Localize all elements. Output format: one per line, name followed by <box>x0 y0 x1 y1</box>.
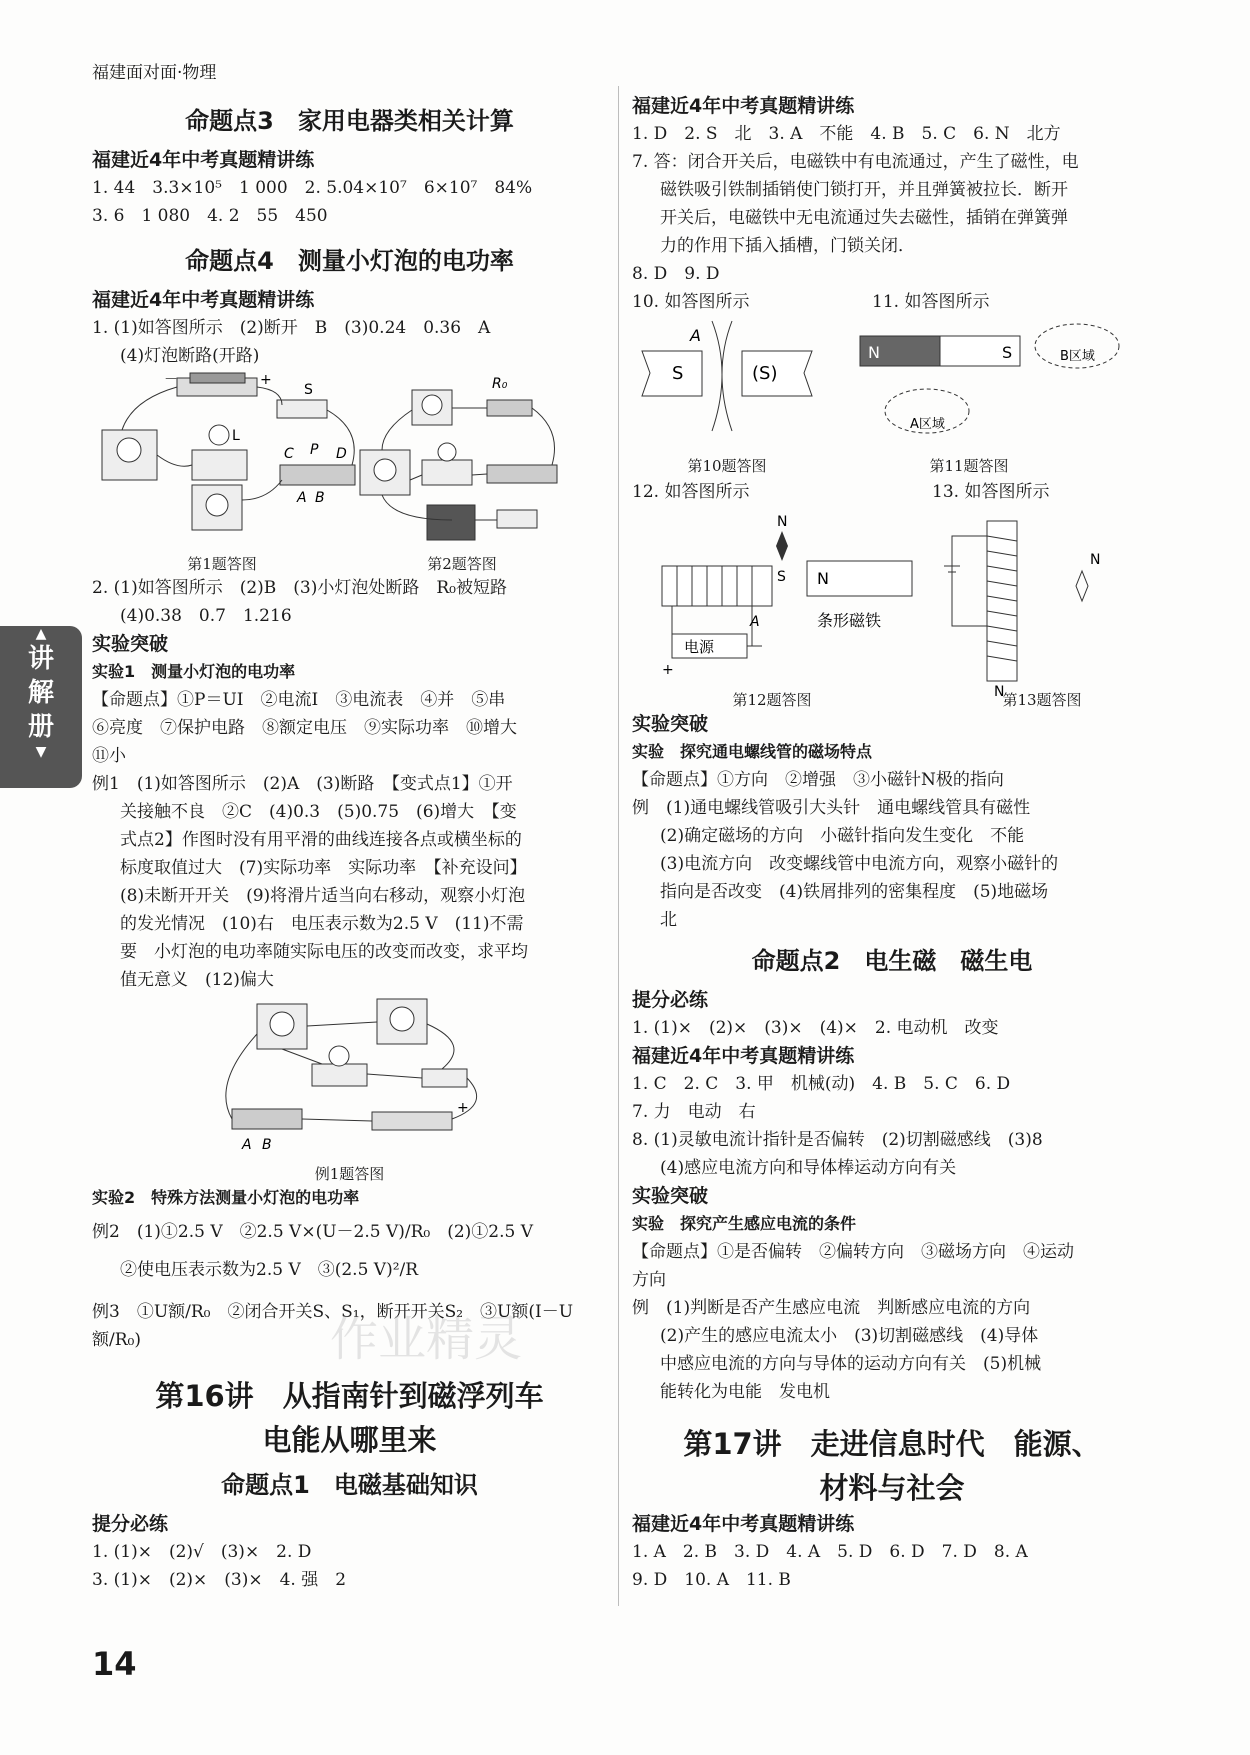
fig11-Bzone: B区域 <box>1060 349 1095 364</box>
tab-char-2: 解 <box>27 678 54 708</box>
ex3-line1: 例3 ①U额/R₀ ②闭合开关S、S₁，断开开关S₂ ③U额(I－U额/R₀) <box>92 1302 574 1350</box>
t2-section2: 福建近4年中考真题精讲练 <box>632 1045 855 1067</box>
r-line4: 开关后，电磁铁中无电流通过失去磁性，插销在弹簧弹 <box>660 208 1068 228</box>
ex1-line5: (8)未断开开关 (9)将滑片适当向右移动，观察小灯泡 <box>120 886 526 906</box>
example1-circuit <box>92 994 607 1159</box>
r-ex-line2: (2)确定磁场的方向 小磁针指向发生变化 不能 <box>660 826 1025 846</box>
fig12-plus: + <box>662 662 674 678</box>
ex1-plus: + <box>457 1100 469 1116</box>
ex1-line3: 式点2】作图时没有用平滑的曲线连接各点或横坐标的 <box>120 830 522 850</box>
fig1-minus: － <box>164 372 178 388</box>
fig13-side-N: N <box>1090 552 1101 568</box>
r-exp2-heading: 实验突破 <box>632 1185 709 1207</box>
watermark-text: 作业精灵 <box>330 1311 523 1367</box>
solenoid-diagrams <box>632 506 1152 706</box>
fig11-Azone: A区域 <box>910 417 945 432</box>
fig10-caption: 第10题答图 <box>687 457 767 475</box>
exp2-title: 实验2 特殊方法测量小灯泡的电功率 <box>92 1188 360 1207</box>
r-line2: 7. 答：闭合开关后，电磁铁中有电流通过，产生了磁性，电 <box>632 152 1079 172</box>
t2-line1: 1. (1)× (2)× (3)× (4)× 2. 电动机 改变 <box>632 1018 999 1038</box>
ex1-B: B <box>262 1137 272 1153</box>
tab-arrow-down-icon: ▼ <box>35 744 47 760</box>
r-exp2-title: 实验 探究产生感应电流的条件 <box>632 1214 857 1233</box>
t2-line3: 7. 力 电动 右 <box>632 1102 756 1122</box>
fig11-S: S <box>1002 343 1013 362</box>
tab-arrow-up-icon: ▲ <box>35 626 47 642</box>
r17-line1: 1. A 2. B 3. D 4. A 5. D 6. D 7. D 8. A <box>632 1542 1028 1562</box>
r-point2b: 方向 <box>632 1270 666 1290</box>
fig11-caption: 第11题答图 <box>929 457 1009 475</box>
fig12-bottom-S: S <box>777 569 786 585</box>
exp1-title: 实验1 测量小灯泡的电功率 <box>92 662 296 681</box>
ex1-line2: 关接触不良 ②C (4)0.3 (5)0.75 (6)增大 【变 <box>120 802 517 822</box>
circuit-figures-1-2 <box>92 370 607 574</box>
fig12-power: 电源 <box>684 638 715 656</box>
r-ex-line5: 北 <box>660 910 677 930</box>
lecture16-title-2: 电能从哪里来 <box>262 1423 437 1457</box>
fig13-bottom-N: N <box>994 684 1005 700</box>
ex2-line2: ②使电压表示数为2.5 V ③(2.5 V)²/R <box>120 1260 419 1280</box>
right-column <box>632 92 1152 1594</box>
fig10-S: S <box>672 363 684 384</box>
fig12-barmagnet: 条形磁铁 <box>817 611 882 630</box>
topic4-line1: 1. (1)如答图所示 (2)断开 B (3)0.24 0.36 A <box>92 318 491 338</box>
column-divider <box>618 86 619 1606</box>
fig2-R0: R₀ <box>492 376 508 392</box>
ex1-line7: 要 小灯泡的电功率随实际电压的改变而改变，求平均 <box>120 942 528 962</box>
q13-label: 13. 如答图所示 <box>932 482 1050 502</box>
t1-section: 提分必练 <box>92 1513 169 1535</box>
example1-figure <box>92 994 607 1184</box>
side-tab <box>0 626 82 788</box>
fig1-D: D <box>336 446 347 462</box>
fig1-switch-label: S <box>304 382 313 398</box>
r-line6: 8. D 9. D <box>632 264 720 284</box>
r-exp-heading: 实验突破 <box>632 713 709 735</box>
ex1-line8: 值无意义 (12)偏大 <box>120 970 274 990</box>
r-section1: 福建近4年中考真题精讲练 <box>632 95 855 117</box>
r-ex-line4: 指向是否改变 (4)铁屑排列的密集程度 (5)地磁场 <box>660 882 1049 902</box>
r-ex-line1: 例 (1)通电螺线管吸引大头针 通电螺线管具有磁性 <box>632 798 1031 818</box>
topic4-section: 福建近4年中考真题精讲练 <box>92 289 315 311</box>
t2-heading: 命题点2 电生磁 磁生电 <box>751 947 1033 975</box>
ex1-line6: 的发光情况 (10)右 电压表示数为2.5 V (11)不需 <box>120 914 524 934</box>
t1-line1: 1. (1)× (2)√ (3)× 2. D <box>92 1542 312 1562</box>
fig1-P: P <box>310 442 319 458</box>
topic3-section: 福建近4年中考真题精讲练 <box>92 149 315 171</box>
r-f-line4: 能转化为电能 发电机 <box>660 1382 830 1402</box>
r-f-line3: 中感应电流的方向与导体的运动方向有关 (5)机械 <box>660 1354 1042 1374</box>
ex1-A: A <box>242 1137 252 1153</box>
ex1-caption: 例1题答图 <box>314 1165 385 1183</box>
r-line3: 磁铁吸引铁制插销使门锁打开，并且弹簧被拉长．断开 <box>660 180 1068 200</box>
exp-heading: 实验突破 <box>92 633 169 655</box>
fig12-N: N <box>817 569 829 588</box>
fig1-C: C <box>284 446 294 462</box>
r-ex-line3: (3)电流方向 改变螺线管中电流方向，观察小磁针的 <box>660 854 1059 874</box>
lecture17-title-1: 第17讲 走进信息时代 能源、 <box>683 1427 1101 1461</box>
topic4-line2: (4)灯泡断路(开路) <box>120 346 260 366</box>
topic4-line4: (4)0.38 0.7 1.216 <box>120 606 292 626</box>
r-exp-title: 实验 探究通电螺线管的磁场特点 <box>632 742 873 761</box>
magnet-diagrams <box>632 316 1152 456</box>
topic3-heading: 命题点3 家用电器类相关计算 <box>185 107 514 135</box>
fig1-lamp-label: L <box>232 428 240 444</box>
topic3-line2: 3. 6 1 080 4. 2 55 450 <box>92 206 328 226</box>
t2-line2: 1. C 2. C 3. 甲 机械(动) 4. B 5. C 6. D <box>632 1074 1011 1094</box>
r-point2a: 【命题点】①是否偏转 ②偏转方向 ③磁场方向 ④运动 <box>632 1242 1074 1262</box>
fig1-A: A <box>297 490 307 506</box>
fig12-A: A <box>750 614 760 630</box>
r-line1: 1. D 2. S 北 3. A 不能 4. B 5. C 6. N 北方 <box>632 124 1061 144</box>
left-column <box>92 98 607 1594</box>
fig2-caption: 第2题答图 <box>427 555 497 573</box>
page-number: 14 <box>92 1645 137 1683</box>
fig1-caption: 第1题答图 <box>187 555 257 573</box>
fig13-caption: 第13题答图 <box>1002 691 1082 709</box>
t2-section: 提分必练 <box>632 989 709 1011</box>
topic3-line1: 1. 44 3.3×10⁵ 1 000 2. 5.04×10⁷ 6×10⁷ 84% <box>92 178 533 198</box>
r-point1: 【命题点】①方向 ②增强 ③小磁针N极的指向 <box>632 770 1004 790</box>
fig12-caption: 第12题答图 <box>732 691 812 709</box>
r-f-line2: (2)产生的感应电流太小 (3)切割磁感线 (4)导体 <box>660 1326 1039 1346</box>
figures-10-11 <box>632 288 1152 478</box>
r-line5: 力的作用下插入插槽，门锁关闭． <box>660 236 915 256</box>
exp1-point3: ⑪小 <box>92 746 126 766</box>
fig12-top-N: N <box>777 514 788 530</box>
circuit-diagrams <box>92 370 607 550</box>
q12-label: 12. 如答图所示 <box>632 482 750 502</box>
exp1-point1: 【命题点】①P＝UI ②电流I ③电流表 ④并 ⑤串 <box>92 690 506 710</box>
t1-line2: 3. (1)× (2)× (3)× 4. 强 2 <box>92 1570 347 1590</box>
exp1-point2: ⑥亮度 ⑦保护电路 ⑧额定电压 ⑨实际功率 ⑩增大 <box>92 718 517 738</box>
topic4-line3: 2. (1)如答图所示 (2)B (3)小灯泡处断路 R₀被短路 <box>92 578 507 598</box>
r-section17: 福建近4年中考真题精讲练 <box>632 1513 855 1535</box>
t2-line5: (4)感应电流方向和导体棒运动方向有关 <box>660 1158 957 1178</box>
tab-char-1: 讲 <box>27 644 54 674</box>
ex1-line1: 例1 (1)如答图所示 (2)A (3)断路 【变式点1】①开 <box>92 774 513 794</box>
fig11-N: N <box>868 343 880 362</box>
running-header: 福建面对面·物理 <box>92 63 217 83</box>
fig1-B: B <box>315 490 325 506</box>
q10-label: 10. 如答图所示 <box>632 292 750 312</box>
ex1-line4: 标度取值过大 (7)实际功率 实际功率 【补充设问】 <box>120 858 527 878</box>
lecture16-title-1: 第16讲 从指南针到磁浮列车 <box>155 1379 544 1413</box>
t1-heading: 命题点1 电磁基础知识 <box>221 1471 478 1499</box>
topic4-heading: 命题点4 测量小灯泡的电功率 <box>185 247 514 275</box>
fig10-paren-S: (S) <box>752 363 778 384</box>
lecture17-title-2: 材料与社会 <box>819 1471 965 1505</box>
fig1-plus: + <box>260 372 272 388</box>
fig10-A: A <box>690 326 701 345</box>
t2-line4: 8. (1)灵敏电流计指针是否偏转 (2)切割磁感线 (3)8 <box>632 1130 1043 1150</box>
q11-label: 11. 如答图所示 <box>872 292 990 312</box>
figures-12-13 <box>632 478 1152 710</box>
tab-char-3: 册 <box>27 712 54 742</box>
r-f-line1: 例 (1)判断是否产生感应电流 判断感应电流的方向 <box>632 1298 1031 1318</box>
ex2-line1: 例2 (1)①2.5 V ②2.5 V×(U－2.5 V)/R₀ (2)①2.5 V <box>92 1222 534 1242</box>
r17-line2: 9. D 10. A 11. B <box>632 1570 791 1590</box>
